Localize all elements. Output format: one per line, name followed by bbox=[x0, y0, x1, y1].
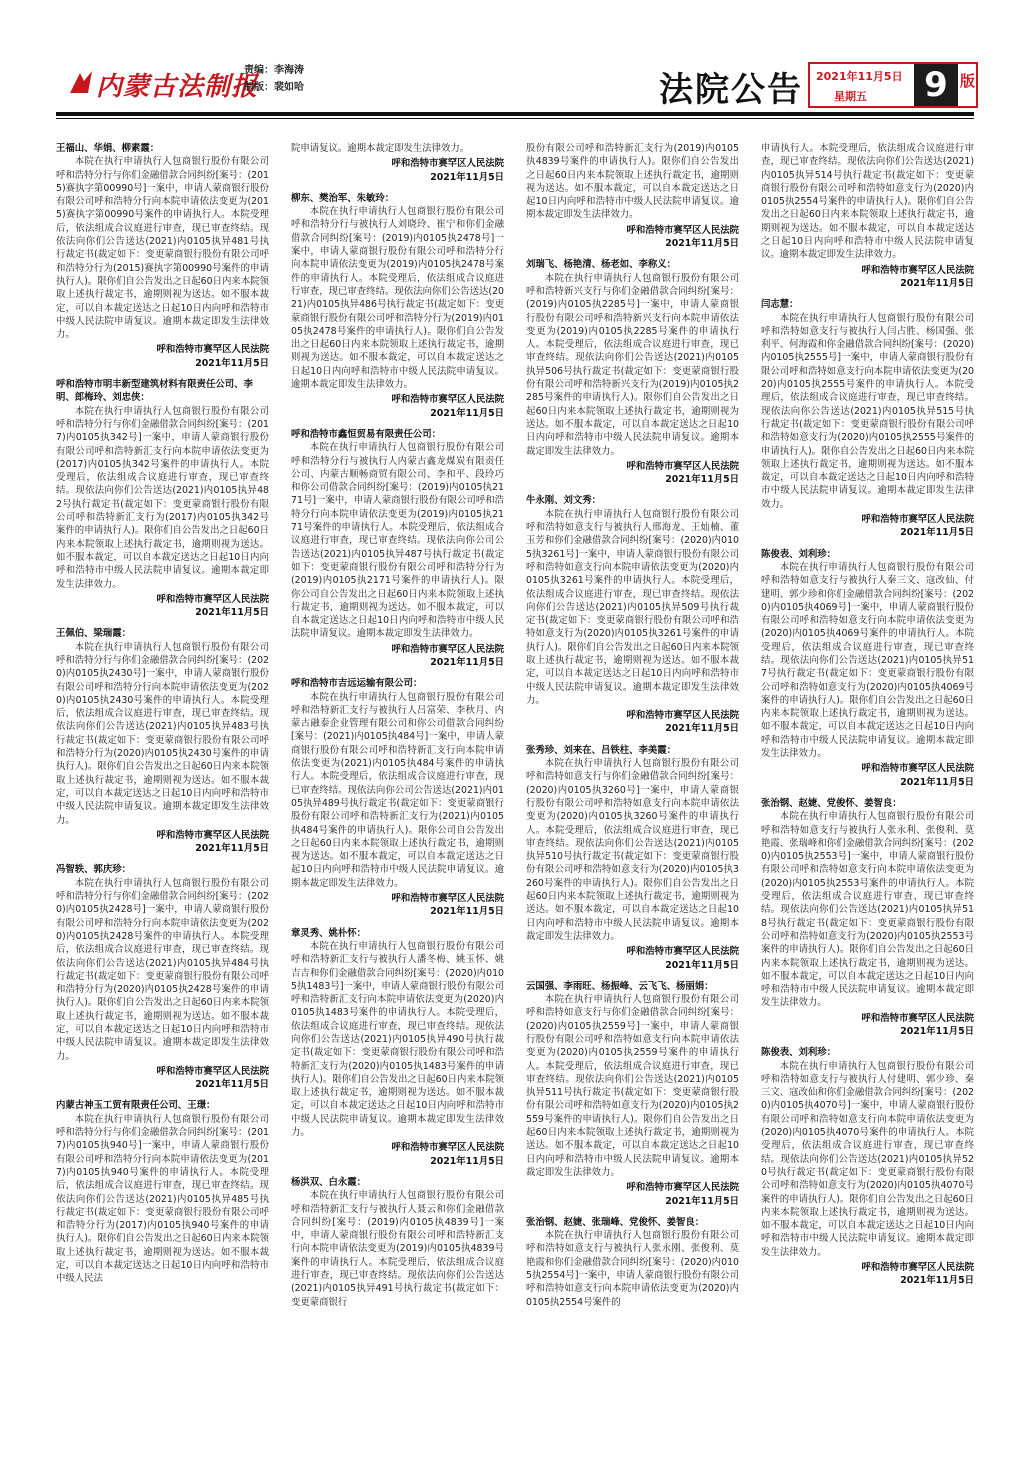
court-notice bbox=[291, 428, 504, 669]
notice-recipients: 云国强、李雨旺、杨振峰、云飞飞、杨丽娟： bbox=[526, 980, 714, 992]
notice-body: 股份有限公司呼和浩特新汇支行为(2019)内0105执4839号案件的申请执行人)。限你们自公告发出之日起60日内来本院领取上述执行裁定书，逾期则视为送达。如不服本裁定，可以自本裁定送达之日起10日内向呼和浩特市中级人民法院申请复议。逾期本裁定即发生法律效力。 bbox=[526, 143, 739, 221]
notice-court: 呼和浩特市赛罕区人民法院 bbox=[626, 946, 739, 958]
issue-date: 2021年11月5日 bbox=[816, 70, 903, 83]
column-3 bbox=[526, 142, 739, 1317]
notice-date: 2021年11月5日 bbox=[665, 474, 739, 486]
court-notice bbox=[291, 1176, 504, 1309]
page-suffix: 版 bbox=[960, 72, 976, 90]
notice-court: 呼和浩特市赛罕区人民法院 bbox=[861, 1262, 974, 1274]
notice-recipients: 陈俊表、刘利珍： bbox=[761, 1047, 837, 1059]
notice-court: 呼和浩特市赛罕区人民法院 bbox=[391, 1142, 504, 1154]
court-notice bbox=[526, 1216, 739, 1309]
notice-recipients: 闫志慧： bbox=[761, 299, 799, 311]
notice-body: 本院在执行申请执行人包商银行股份有限公司呼和浩特分行与你们金融借款合同纠纷[案号：(2017)内0105执940号]一案中，申请人蒙商银行股份有限公司呼和浩特分行向本院申请依法变更为(2017)内0105执940号案件的申请执行人。本院受理后，依法组成合议庭进行审查，现已审查终结。现依法向你们公告送达(2021)内0105执异485号执行裁定书(裁定如下：变更蒙商银行股份有限公司呼和浩特分行为(2017)内0105执940号案件的申请执行人)。限你们自公告发出之日起60日内来本院领取上述执行裁定书，逾期则视为送达。如不服本裁定，可以自本裁定送达之日起10日内向呼和浩特市中级人民法 bbox=[56, 1113, 269, 1285]
column-4 bbox=[761, 142, 974, 1296]
notice-body: 本院在执行申请执行人包商银行股份有限公司呼和浩特如意支行与被执行人闫占胜、杨国强、张利平、何海霞和你金融借款合同纠纷[案号：(2020)内0105执2555号]一案中，申请人蒙商银行股份有限公司呼和浩特如意支行向本院申请依法变更为(2020)内0105执2555号案件的申请执行人。本院受理后，依法组成合议庭进行审查，现已审查终结。现依法向你公告送达(2021)内0105执异515号执行裁定书(裁定如下：变更蒙商银行股份有限公司呼和浩特如意支行为(2020)内0105执2555号案件的申请执行人)。限你自公告发出之日起60日内来本院领取上述执行裁定书，逾期则视为送达。如不服本裁定，可以自本裁定送达之日起10日内向呼和浩特市中级人民法院申请复议。逾期本裁定即发生法律效力。 bbox=[761, 312, 974, 510]
newspaper-logo bbox=[66, 64, 259, 102]
logo-text: 内蒙古法制报 bbox=[96, 72, 259, 102]
header-rule-thin bbox=[56, 118, 974, 119]
court-notice bbox=[526, 744, 739, 972]
notice-court: 呼和浩特市赛罕区人民法院 bbox=[861, 1012, 974, 1024]
court-notice bbox=[56, 863, 269, 1091]
notice-body: 本院在执行申请执行人包商银行股份有限公司呼和浩特新汇支行与被执行人潘冬梅、姚玉怀、姚吉吉和你们金融借款合同纠纷[案号：(2020)内0105执1483号]一案中，申请人蒙商银行股份有限公司呼和浩特新汇支行向本院申请依法变更为(2020)内0105执1483号案件的申请执行人。本院受理后，依法组成合议庭进行审查，现已审查终结。现依法向你们公告送达(2021)内0105执异490号执行裁定书(裁定如下：变更蒙商银行股份有限公司呼和浩特新汇支行为(2020)内0105执1483号案件的申请执行人)。限你们自公告发出之日起60日内来本院领取上述执行裁定书，逾期则视为送达。如不服本裁定，可以自本裁定送达之日起10日内向呼和浩特市中级人民法院申请复议。逾期本裁定即发生法律效力。 bbox=[291, 940, 504, 1139]
notice-date: 2021年11月5日 bbox=[900, 1275, 974, 1287]
notice-body: 本院在执行申请执行人包商银行股份有限公司呼和浩特如意支行与你们金融借款合同纠纷[案号：(2020)内0105执2559号]一案中，申请人蒙商银行股份有限公司呼和浩特如意支行向本院申请依法变更为(2020)内0105执2559号案件的申请执行人。本院受理后，依法组成合议庭进行审查，现已审查终结。现依法向你们公告送达(2021)内0105执异511号执行裁定书(裁定如下：变更蒙商银行股份有限公司呼和浩特如意支行为(2020)内0105执2559号案件的申请执行人)。限你们自公告发出之日起60日内来本院领取上述执行裁定书，逾期则视为送达。如不服本裁定，可以自本裁定送达之日起10日内向呼和浩特市中级人民法院申请复议。逾期本裁定即发生法律效力。 bbox=[526, 994, 739, 1178]
notice-date: 2021年11月5日 bbox=[430, 1155, 504, 1167]
notice-date: 2021年11月5日 bbox=[900, 527, 974, 539]
notice-court: 呼和浩特市赛罕区人民法院 bbox=[156, 344, 269, 356]
notice-recipients: 陈俊表、刘利珍： bbox=[761, 548, 837, 560]
notice-date: 2021年11月5日 bbox=[430, 656, 504, 668]
notice-date: 2021年11月5日 bbox=[665, 238, 739, 250]
notice-date: 2021年11月5日 bbox=[195, 843, 269, 855]
notice-recipients: 呼和浩特市鑫恒贸易有限责任公司： bbox=[291, 428, 442, 440]
notice-date: 2021年11月5日 bbox=[665, 723, 739, 735]
notice-recipients: 柳东、樊治军、朱敏玲： bbox=[291, 192, 395, 204]
notice-recipients: 内蒙古神玉工贸有限责任公司、王璟： bbox=[56, 1100, 216, 1112]
notice-court: 呼和浩特市赛罕区人民法院 bbox=[156, 1065, 269, 1077]
editor-credits bbox=[244, 62, 304, 96]
notice-body: 本院在执行申请执行人包商银行股份有限公司呼和浩特分行与你们金融借款合同纠纷[案号：(2015)赛执字第00990号]一案中，申请人蒙商银行股份有限公司呼和浩特分行向本院申请依法变更为(2015)赛执字第00990号案件的申请执行人。本院受理后，依法组成合议庭进行审查，现已审查终结。现依法向你们公告送达(2021)内0105执异481号执行裁定书(裁定如下：变更蒙商银行股份有限公司呼和浩特分行为(2015)赛执字第00990号案件的申请执行人)。限你们自公告发出之日起60日内来本院领取上述执行裁定书，逾期则视为送达。如不服本裁定，可以自本裁定送达之日起10日内向呼和浩特市中级人民法院申请复议。逾期本裁定即发生法律效力。 bbox=[56, 156, 269, 341]
notice-body: 本院在执行申请执行人包商银行股份有限公司呼和浩特分行与被执行人刘晓玲、崔宁和你们金融借款合同纠纷[案号：(2019)内0105执2478号]一案中，申请人蒙商银行股份有限公司呼和浩特分行向本院申请依法变更为(2019)内0105执2478号案件的申请执行人。本院受理后，依法组成合议庭进行审查，现已审查终结。现依法向你们公告送达(2021)内0105执异486号执行裁定书(裁定如下：变更蒙商银行股份有限公司呼和浩特分行为(2019)内0105执2478号案件的申请执行人)。限你们自公告发出之日起60日内来本院领取上述执行裁定书，逾期则视为送达。如不服本裁定，可以自本裁定送达之日起10日内向呼和浩特市中级人民法院申请复议。逾期本裁定即发生法律效力。 bbox=[291, 206, 504, 391]
notice-court: 呼和浩特市赛罕区人民法院 bbox=[861, 514, 974, 526]
page-number: 9 bbox=[914, 64, 958, 106]
producer-label: 制版：裴如哈 bbox=[244, 82, 304, 93]
notice-body: 本院在执行申请执行人包商银行股份有限公司呼和浩特分行与被执行人内蒙古鑫龙煤炭有限责任公司、内蒙古顺畅商贸有限公司、李和平、段玲巧和你公司借款合同纠纷[案号：(2019)内0105执2171号]一案中，申请人蒙商银行股份有限公司呼和浩特分行向本院申请依法变更为(2019)内0105执2171号案件的申请执行人。本院受理后，依法组成合议庭进行审查，现已审查终结。现依法向你公司公告送达(2021)内0105执异487号执行裁定书(裁定如下：变更蒙商银行股份有限公司呼和浩特分行为(2019)内0105执2171号案件的申请执行人)。限你公司自公告发出之日起60日内来本院领取上述执行裁定书，逾期则视为送达。如不服本裁定，可以自本裁定送达之日起10日内向呼和浩特市中级人民法院申请复议。逾期本裁定即发生法律效力。 bbox=[291, 442, 504, 640]
column-2 bbox=[291, 142, 504, 1317]
court-notice bbox=[56, 378, 269, 619]
court-notice bbox=[761, 142, 974, 290]
notice-recipients: 王福山、华娟、柳素霞： bbox=[56, 143, 160, 154]
notice-recipients: 张治钢、赵婕、党俊怀、姜智良： bbox=[761, 797, 902, 809]
notice-recipients: 杨洪双、白永霞： bbox=[291, 1176, 367, 1188]
court-notice bbox=[291, 677, 504, 918]
notice-body: 本院在执行申请执行人包商银行股份有限公司呼和浩特新兴支行与你们金融借款合同纠纷[案号：(2019)内0105执2285号]一案中，申请人蒙商银行股份有限公司呼和浩特新兴支行向本院申请依法变更为(2019)内0105执2285号案件的申请执行人。本院受理后，依法组成合议庭进行审查，现已审查终结。现依法向你们公告送达(2021)内0105执异506号执行裁定书(裁定如下：变更蒙商银行股份有限公司呼和浩特新兴支行为(2019)内0105执2285号案件的申请执行人)。限你们自公告发出之日起60日内来本院领取上述执行裁定书，逾期则视为送达。如不服本裁定，可以自本裁定送达之日起10日内向呼和浩特市中级人民法院申请复议。逾期本裁定即发生法律效力。 bbox=[526, 272, 739, 457]
editor-label: 责编：李海涛 bbox=[244, 65, 304, 76]
notice-recipients: 冯智轶、郭庆珍： bbox=[56, 864, 132, 876]
notice-date: 2021年11月5日 bbox=[900, 776, 974, 788]
notice-court: 呼和浩特市赛罕区人民法院 bbox=[391, 643, 504, 655]
notice-body: 本院在执行申请执行人包商银行股份有限公司呼和浩特如意支行与被执行人张永刚、张俊利、莫艳霞和你们金融借款合同纠纷[案号：(2020)内0105执2554号]一案中，申请人蒙商银行股份有限公司呼和浩特如意支行向本院申请依法变更为(2020)内0105执2554号案件的 bbox=[526, 1230, 739, 1308]
court-notice bbox=[761, 298, 974, 539]
notice-recipients: 呼和浩特市吉远运输有限公司： bbox=[291, 678, 423, 690]
notice-body: 本院在执行申请执行人包商银行股份有限公司呼和浩特新汇支行与被执行人聂云和你们金融借款合同纠纷[案号：(2019)内0105执4839号]一案中，申请人蒙商银行股份有限公司呼和浩特新汇支行向本院申请依法变更为(2019)内0105执4839号案件的申请执行人。本院受理后，依法组成合议庭进行审查，现已审查终结。现依法向你们公告送达(2021)内0105执异491号执行裁定书(裁定如下：变更蒙商银行 bbox=[291, 1190, 504, 1308]
notice-court: 呼和浩特市赛罕区人民法院 bbox=[626, 1182, 739, 1194]
court-notice bbox=[291, 927, 504, 1168]
header-rule bbox=[56, 112, 974, 116]
notice-date: 2021年11月5日 bbox=[195, 1079, 269, 1091]
notice-date: 2021年11月5日 bbox=[430, 906, 504, 918]
notice-date: 2021年11月5日 bbox=[430, 407, 504, 419]
notice-date: 2021年11月5日 bbox=[665, 959, 739, 971]
notice-body: 本院在执行申请执行人包商银行股份有限公司呼和浩特分行与你们金融借款合同纠纷[案号：(2020)内0105执2428号]一案中，申请人蒙商银行股份有限公司呼和浩特分行向本院申请依法变更为(2020)内0105执2428号案件的申请执行人。本院受理后，依法组成合议庭进行审查，现已审查终结。现依法向你们公告送达(2021)内0105执异484号执行裁定书(裁定如下：变更蒙商银行股份有限公司呼和浩特分行为(2020)内0105执2428号案件的申请执行人)。限你们自公告发出之日起60日内来本院领取上述执行裁定书，逾期则视为送达。如不服本裁定，可以自本裁定送达之日起10日内向呼和浩特市中级人民法院申请复议。逾期本裁定即发生法律效力。 bbox=[56, 877, 269, 1062]
notice-recipients: 章灵秀、姚朴怀： bbox=[291, 927, 367, 939]
notice-court: 呼和浩特市赛罕区人民法院 bbox=[861, 763, 974, 775]
notice-body: 本院在执行申请执行人包商银行股份有限公司呼和浩特如意支行与被执行人邢海龙、王灿楠、董玉芳和你们金融借款合同纠纷[案号：(2020)内0105执3261号]一案中，申请人蒙商银行股份有限公司呼和浩特如意支行向本院申请依法变更为(2020)内0105执3261号案件的申请执行人。本院受理后，依法组成合议庭进行审查，现已审查终结。现依法向你们公告送达(2021)内0105执异509号执行裁定书(裁定如下：变更蒙商银行股份有限公司呼和浩特如意支行为(2020)内0105执3261号案件的申请执行人)。限你们自公告发出之日起60日内来本院领取上述执行裁定书，逾期则视为送达。如不服本裁定，可以自本裁定送达之日起10日内向呼和浩特市中级人民法院申请复议。逾期本裁定即发生法律效力。 bbox=[526, 508, 739, 706]
notice-body: 申请执行人。本院受理后，依法组成合议庭进行审查，现已审查终结。现依法向你们公告送达(2021)内0105执异514号执行裁定书(裁定如下：变更蒙商银行股份有限公司呼和浩特如意支行为(2020)内0105执2554号案件的申请执行人)。限你们自公告发出之日起60日内来本院领取上述执行裁定书，逾期则视为送达。如不服本裁定，可以自本裁定送达之日起10日内向呼和浩特市中级人民法院申请复议。逾期本裁定即发生法律效力。 bbox=[761, 143, 974, 261]
notice-court: 呼和浩特市赛罕区人民法院 bbox=[391, 158, 504, 170]
court-notice bbox=[761, 548, 974, 789]
notice-recipients: 牛永刚、刘文秀： bbox=[526, 495, 602, 507]
court-notice bbox=[291, 192, 504, 420]
section-title: 法院公告 bbox=[659, 70, 803, 110]
notice-body: 本院在执行申请执行人包商银行股份有限公司呼和浩特如意支行与被执行人张永利、张俊利、莫艳霞、张瑞峰和你们金融借款合同纠纷[案号：(2020)内0105执2553号]一案中，申请人蒙商银行股份有限公司呼和浩特如意支行向本院申请依法变更为(2020)内0105执2553号案件的申请执行人。本院受理后，依法组成合议庭进行审查，现已审查终结。现依法向你们公告送达(2021)内0105执异518号执行裁定书(裁定如下：变更蒙商银行股份有限公司呼和浩特如意支行为(2020)内0105执2553号案件的申请执行人)。限你们自公告发出之日起60日内来本院领取上述执行裁定书，逾期则视为送达。如不服本裁定，可以自本裁定送达之日起10日内向呼和浩特市中级人民法院申请复议。逾期本裁定即发生法律效力。 bbox=[761, 811, 974, 1009]
notice-body: 本院在执行申请执行人包商银行股份有限公司呼和浩特分行与你们金融借款合同纠纷[案号：(2020)内0105执2430号]一案中，申请人蒙商银行股份有限公司呼和浩特分行向本院申请依法变更为(2020)内0105执2430号案件的申请执行人。本院受理后，依法组成合议庭进行审查，现已审查终结。现依法向你们公告送达(2021)内0105执异483号执行裁定书(裁定如下：变更蒙商银行股份有限公司呼和浩特分行为(2020)内0105执2430号案件的申请执行人)。限你们自公告发出之日起60日内来本院领取上述执行裁定书，逾期则视为送达。如不服本裁定，可以自本裁定送达之日起10日内向呼和浩特市中级人民法院申请复议。逾期本裁定即发生法律效力。 bbox=[56, 641, 269, 826]
column-1 bbox=[56, 142, 269, 1294]
notice-date: 2021年11月5日 bbox=[195, 607, 269, 619]
issue-weekday: 星期五 bbox=[834, 90, 867, 103]
court-notice bbox=[526, 142, 739, 250]
notice-columns bbox=[56, 142, 976, 1472]
notice-date: 2021年11月5日 bbox=[900, 277, 974, 289]
court-notice bbox=[526, 258, 739, 486]
notice-date: 2021年11月5日 bbox=[195, 357, 269, 369]
notice-court: 呼和浩特市赛罕区人民法院 bbox=[626, 710, 739, 722]
notice-recipients: 王佩伯、梁瑞霞： bbox=[56, 628, 132, 640]
notice-date: 2021年11月5日 bbox=[900, 1026, 974, 1037]
notice-court: 呼和浩特市赛罕区人民法院 bbox=[156, 829, 269, 841]
notice-court: 呼和浩特市赛罕区人民法院 bbox=[626, 460, 739, 472]
court-notice bbox=[56, 1099, 269, 1285]
court-notice bbox=[761, 797, 974, 1038]
notice-court: 呼和浩特市赛罕区人民法院 bbox=[391, 394, 504, 406]
notice-court: 呼和浩特市赛罕区人民法院 bbox=[861, 264, 974, 276]
notice-body: 本院在执行申请执行人包商银行股份有限公司呼和浩特如意支行与被执行人付建明、郭少珍、秦三文、寇改仙和你们金融借款合同纠纷[案号：(2020)内0105执4070号]一案中，申请人蒙商银行股份有限公司呼和浩特如意支行向本院申请依法变更为(2020)内0105执4070号案件的申请执行人。本院受理后，依法组成合议庭进行审查，现已审查终结。现依法向你们公告送达(2021)内0105执异520号执行裁定书(裁定如下：变更蒙商银行股份有限公司呼和浩特如意支行为(2020)内0105执4070号案件的申请执行人)。限你们自公告发出之日起60日内来本院领取上述执行裁定书，逾期则视为送达。如不服本裁定，可以自本裁定送达之日起10日内向呼和浩特市中级人民法院申请复议。逾期本裁定即发生法律效力。 bbox=[761, 1060, 974, 1258]
court-notice bbox=[291, 142, 504, 184]
court-notice bbox=[56, 627, 269, 855]
notice-body: 院申请复议。逾期本裁定即发生法律效力。 bbox=[291, 143, 470, 154]
court-notice bbox=[526, 980, 739, 1208]
notice-recipients: 刘瑞飞、杨艳清、杨老如、李称义： bbox=[526, 259, 677, 271]
masthead bbox=[0, 0, 1024, 122]
notice-recipients: 张秀珍、刘来在、吕铁柱、李美霞： bbox=[526, 744, 677, 756]
notice-body: 本院在执行申请执行人包商银行股份有限公司呼和浩特新汇支行与被执行人吕富荣、李秋月、内蒙古融泰企业管理有限公司和你公司借款合同纠纷[案号：(2021)内0105执484号]一案中，申请人蒙商银行股份有限公司呼和浩特新汇支行向本院申请依法变更为(2021)内0105执484号案件的申请执行人。本院受理后，依法组成合议庭进行审查，现已审查终结。现依法向你公司公告送达(2021)内0105执异489号执行裁定书(裁定如下：变更蒙商银行股份有限公司呼和浩特新汇支行为(2021)内0105执484号案件的申请执行人)。限你公司自公告发出之日起60日内来本院领取上述执行裁定书，逾期则视为送达。如不服本裁定，可以自本裁定送达之日起10日内向呼和浩特市中级人民法院申请复议。逾期本裁定即发生法律效力。 bbox=[291, 691, 504, 889]
court-notice bbox=[761, 1046, 974, 1287]
notice-body: 本院在执行申请执行人包商银行股份有限公司呼和浩特如意支行与被执行人秦三文、寇改仙、付建明、郭少珍和你们金融借款合同纠纷[案号：(2020)内0105执4069号]一案中，申请人蒙商银行股份有限公司呼和浩特如意支行向本院申请依法变更为(2020)内0105执4069号案件的申请执行人。本院受理后，依法组成合议庭进行审查，现已审查终结。现依法向你们公告送达(2021)内0105执异517号执行裁定书(裁定如下：变更蒙商银行股份有限公司呼和浩特如意支行为(2020)内0105执4069号案件的申请执行人)。限你们自公告发出之日起60日内来本院领取上述执行裁定书，逾期则视为送达。如不服本裁定，可以自本裁定送达之日起10日内向呼和浩特市中级人民法院申请复议。逾期本裁定即发生法律效力。 bbox=[761, 561, 974, 760]
notice-body: 本院在执行申请执行人包商银行股份有限公司呼和浩特分行与你们金融借款合同纠纷[案号：(2017)内0105执342号]一案中，申请人蒙商银行股份有限公司呼和浩特新汇支行向本院申请依法变更为(2017)内0105执342号案件的申请执行人。本院受理后，依法组成合议庭进行审查，现已审查终结。现依法向你们公告送达(2021)内0105执异482号执行裁定书(裁定如下：变更蒙商银行股份有限公司呼和浩特新汇支行为(2017)内0105执342号案件的申请执行人)。限你们自公告发出之日起60日内来本院领取上述执行裁定书，逾期则视为送达。如不服本裁定，可以自本裁定送达之日起10日内向呼和浩特市中级人民法院申请复议。逾期本裁定即发生法律效力。 bbox=[56, 405, 269, 590]
notice-date: 2021年11月5日 bbox=[665, 1195, 739, 1207]
court-notice bbox=[526, 494, 739, 735]
date-box bbox=[808, 62, 978, 108]
notice-date: 2021年11月5日 bbox=[430, 171, 504, 183]
notice-recipients: 呼和浩特市明丰新型建筑材料有限责任公司、李明、郎梅玲、刘忠侠： bbox=[56, 379, 253, 404]
notice-court: 呼和浩特市赛罕区人民法院 bbox=[391, 893, 504, 905]
logo-emblem-icon bbox=[66, 67, 96, 97]
court-notice bbox=[56, 142, 269, 370]
notice-court: 呼和浩特市赛罕区人民法院 bbox=[156, 593, 269, 605]
notice-court: 呼和浩特市赛罕区人民法院 bbox=[626, 224, 739, 236]
notice-recipients: 张治钢、赵婕、张瑞峰、党俊怀、姜智良： bbox=[526, 1216, 705, 1228]
notice-body: 本院在执行申请执行人包商银行股份有限公司呼和浩特如意支行与你们金融借款合同纠纷[案号：(2020)内0105执3260号]一案中，申请人蒙商银行股份有限公司呼和浩特如意支行向本院申请依法变更为(2020)内0105执3260号案件的申请执行人。本院受理后，依法组成合议庭进行审查，现已审查终结。现依法向你们公告送达(2021)内0105执异510号执行裁定书(裁定如下：变更蒙商银行股份有限公司呼和浩特如意支行为(2020)内0105执3260号案件的申请执行人)。限你们自公告发出之日起60日内来本院领取上述执行裁定书，逾期则视为送达。如不服本裁定，可以自本裁定送达之日起10日内向呼和浩特市中级人民法院申请复议。逾期本裁定即发生法律效力。 bbox=[526, 758, 739, 942]
